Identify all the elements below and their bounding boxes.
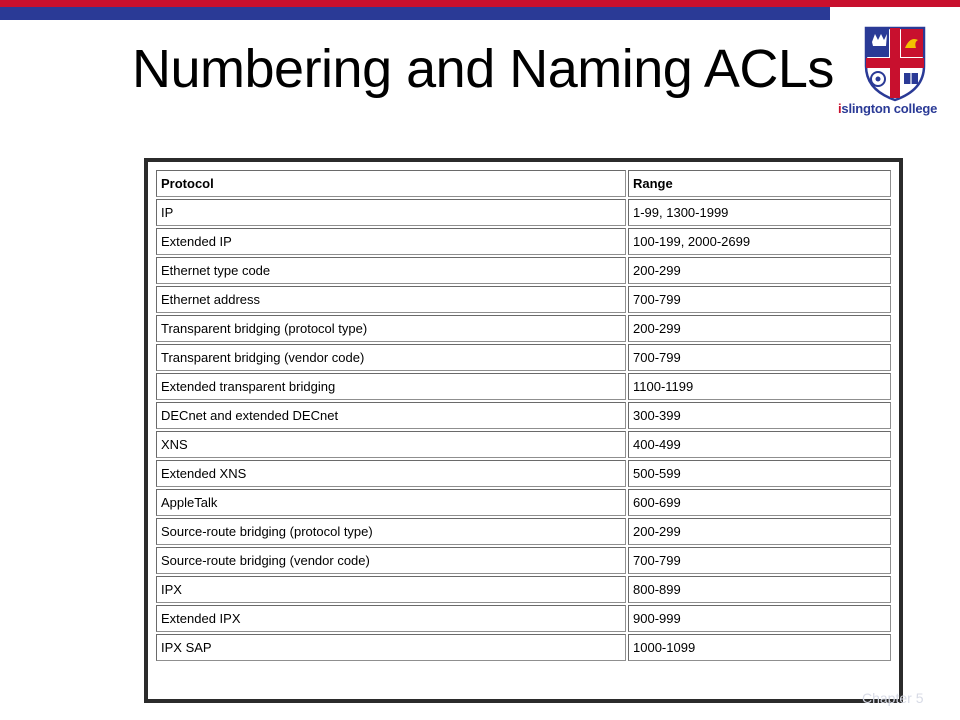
table-body [156, 199, 891, 661]
protocol-cell: Source-route bridging (vendor code) [156, 547, 626, 574]
protocol-cell: Ethernet address [156, 286, 626, 313]
protocol-cell: Extended XNS [156, 460, 626, 487]
slide-title: Numbering and Naming ACLs [132, 39, 834, 99]
table-row [156, 576, 891, 603]
range-cell: 100-199, 2000-2699 [628, 228, 891, 255]
range-cell: 200-299 [628, 257, 891, 284]
header-protocol: Protocol [156, 170, 626, 197]
range-cell: 400-499 [628, 431, 891, 458]
range-cell: 800-899 [628, 576, 891, 603]
protocol-cell: IPX SAP [156, 634, 626, 661]
header-range: Range [628, 170, 891, 197]
protocol-cell: Source-route bridging (protocol type) [156, 518, 626, 545]
table-row [156, 199, 891, 226]
range-cell: 700-799 [628, 344, 891, 371]
table-row [156, 634, 891, 661]
table-row [156, 547, 891, 574]
table-row [156, 402, 891, 429]
table-header-row [156, 170, 891, 197]
college-name-initial: i [838, 101, 842, 116]
acl-number-range-table [154, 168, 893, 663]
top-red-bar [0, 0, 960, 7]
protocol-cell: DECnet and extended DECnet [156, 402, 626, 429]
range-cell: 1-99, 1300-1999 [628, 199, 891, 226]
protocol-cell: IPX [156, 576, 626, 603]
table-row [156, 373, 891, 400]
range-cell: 600-699 [628, 489, 891, 516]
top-bar-gap [830, 7, 960, 20]
table-row [156, 489, 891, 516]
protocol-cell: Extended transparent bridging [156, 373, 626, 400]
protocol-cell: Ethernet type code [156, 257, 626, 284]
protocol-cell: Extended IPX [156, 605, 626, 632]
range-cell: 200-299 [628, 518, 891, 545]
acl-table-container [148, 162, 899, 699]
table-row [156, 605, 891, 632]
table-row [156, 431, 891, 458]
table-row [156, 518, 891, 545]
table-row [156, 286, 891, 313]
college-name-rest: slington college [841, 101, 938, 116]
table-row [156, 257, 891, 284]
slide-footer: Chapter 5 [862, 690, 924, 706]
protocol-cell: XNS [156, 431, 626, 458]
protocol-cell: Transparent bridging (protocol type) [156, 315, 626, 342]
range-cell: 900-999 [628, 605, 891, 632]
range-cell: 1000-1099 [628, 634, 891, 661]
table-row [156, 344, 891, 371]
table-row [156, 315, 891, 342]
protocol-cell: AppleTalk [156, 489, 626, 516]
table-row [156, 228, 891, 255]
top-blue-bar [0, 7, 960, 20]
range-cell: 700-799 [628, 286, 891, 313]
range-cell: 300-399 [628, 402, 891, 429]
table-row [156, 460, 891, 487]
acl-table-frame [144, 158, 903, 703]
range-cell: 500-599 [628, 460, 891, 487]
range-cell: 700-799 [628, 547, 891, 574]
range-cell: 200-299 [628, 315, 891, 342]
range-cell: 1100-1199 [628, 373, 891, 400]
protocol-cell: Transparent bridging (vendor code) [156, 344, 626, 371]
protocol-cell: Extended IP [156, 228, 626, 255]
protocol-cell: IP [156, 199, 626, 226]
college-name [838, 101, 937, 116]
